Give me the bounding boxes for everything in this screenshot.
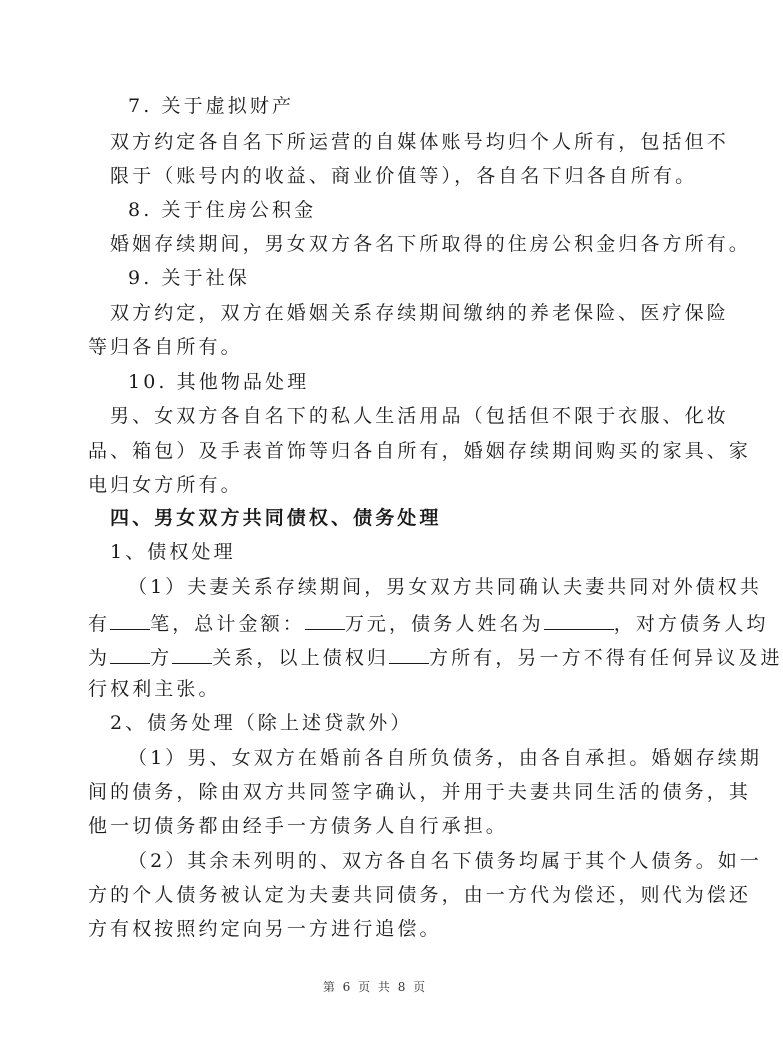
creditor-p1-line2-b: 笔，总计金额： xyxy=(150,613,305,635)
part4-heading: 四、男女双方共同债权、债务处理 xyxy=(110,507,442,529)
section7-heading: 7. 关于虚拟财产 xyxy=(128,95,295,117)
blank-amount xyxy=(305,609,345,630)
section10-line2: 品、箱包）及手表首饰等归各自所有，婚姻存续期间购买的家具、家 xyxy=(88,440,752,462)
section7-line1: 双方约定各自名下所运营的自媒体账号均归个人所有，包括但不 xyxy=(110,131,729,153)
section9-heading: 9. 关于社保 xyxy=(128,267,250,289)
section9-line1: 双方约定，双方在婚姻关系存续期间缴纳的养老保险、医疗保险 xyxy=(110,302,729,324)
section8-heading: 8. 关于住房公积金 xyxy=(128,199,317,221)
debt-p1-line1: （1）男、女双方在婚前各自所负债务，由各自承担。婚姻存续期 xyxy=(128,747,762,769)
creditor-p1-line2-d: ，对方债务人均 xyxy=(613,613,769,635)
section9-line2: 等归各自所有。 xyxy=(88,336,243,358)
creditor-heading: 1、债权处理 xyxy=(110,541,236,563)
section10-line1: 男、女双方各自名下的私人生活用品（包括但不限于衣服、化妆 xyxy=(110,405,729,427)
section8-line1: 婚姻存续期间，男女双方各名下所取得的住房公积金归各方所有。 xyxy=(110,233,751,255)
debt-p2-line1: （2）其余未列明的、双方各自名下债务均属于其个人债务。如一 xyxy=(128,850,762,872)
blank-party-2 xyxy=(389,643,429,664)
page-number-footer: 第 6 页 共 8 页 xyxy=(322,980,428,994)
section10-line3: 电归女方所有。 xyxy=(88,474,243,496)
creditor-p1-line2-a: 有 xyxy=(88,613,111,635)
creditor-p1-line1: （1）夫妻关系存续期间，男女双方共同确认夫妻共同对外债权共 xyxy=(128,576,762,598)
debt-p1-line3: 他一切债务都由经手一方债务人自行承担。 xyxy=(88,815,508,837)
debt-heading: 2、债务处理（除上述贷款外） xyxy=(110,712,413,734)
debt-p2-line2: 方的个人债务被认定为夫妻共同债务，由一方代为偿还，则代为偿还 xyxy=(88,884,752,906)
section7-line2: 限于（账号内的收益、商业价值等），各自名下归各自所有。 xyxy=(110,165,698,187)
creditor-p1-line3-a: 为 xyxy=(88,647,111,669)
debt-p2-line3: 方有权按照约定向另一方进行追偿。 xyxy=(88,918,442,940)
blank-relation xyxy=(172,643,212,664)
creditor-p1-line4: 行权利主张。 xyxy=(88,678,221,700)
creditor-p1-line2-c: 万元，债务人姓名为 xyxy=(344,613,544,635)
blank-count xyxy=(110,609,150,630)
blank-debtor-name xyxy=(544,609,614,630)
creditor-p1-line2 xyxy=(88,609,768,636)
creditor-p1-line3 xyxy=(88,643,783,670)
section10-heading: 10. 其他物品处理 xyxy=(128,371,310,393)
debt-p1-line2: 间的债务，除由双方共同签字确认，并用于夫妻共同生活的债务，其 xyxy=(88,781,752,803)
creditor-p1-line3-c: 关系，以上债权归 xyxy=(212,647,390,669)
blank-party-1 xyxy=(110,643,150,664)
creditor-p1-line3-d: 方所有，另一方不得有任何异议及进 xyxy=(429,647,783,669)
creditor-p1-line3-b: 方 xyxy=(150,647,173,669)
